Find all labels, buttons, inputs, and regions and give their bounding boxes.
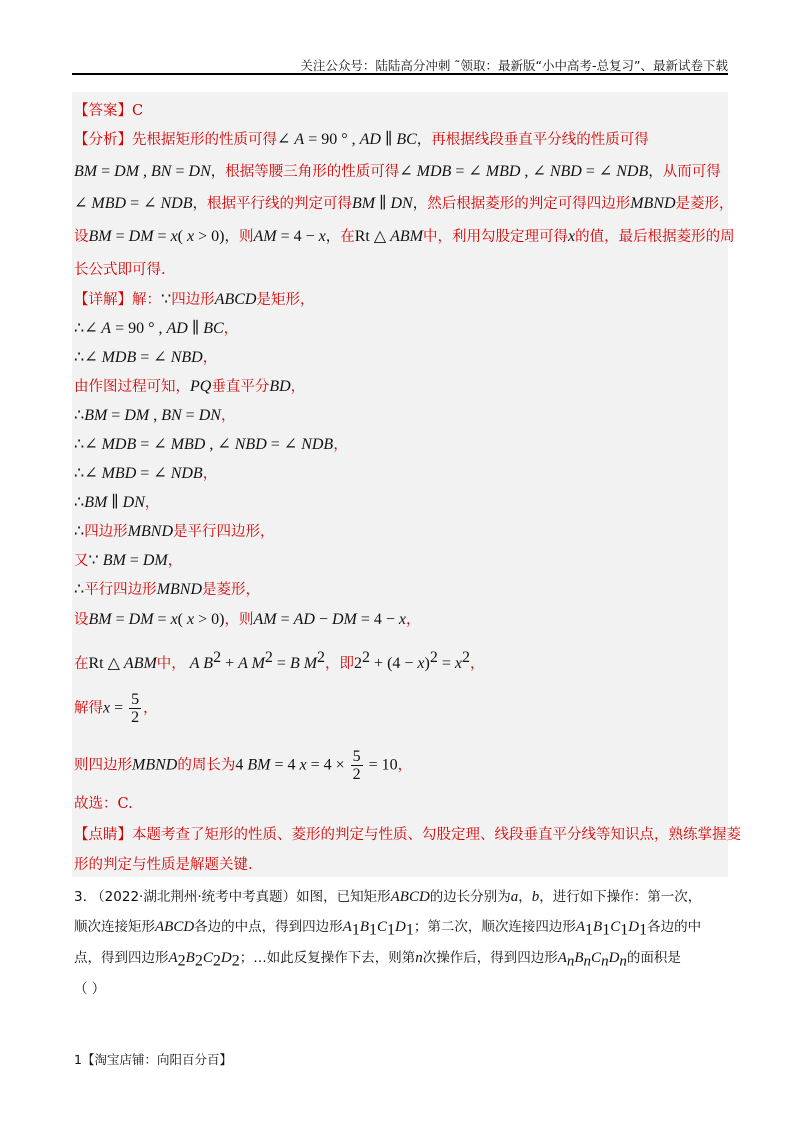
detail-text: 由作图过程可知， [74, 379, 190, 395]
analysis-text: 在 [340, 229, 355, 245]
analysis-text: 则 [238, 229, 254, 245]
detail-text: 解： [132, 292, 161, 308]
question-text: 各边的中 [647, 919, 702, 935]
analysis-text: 是菱形， [675, 196, 734, 212]
header-rule [72, 73, 728, 75]
answer-value: C [132, 103, 144, 119]
detail-tag: 【详解】 [74, 292, 132, 308]
question-text: 点，得到四边形 [74, 950, 169, 966]
analysis-line-3: ∠ MBD = ∠ NDB，根据平行线的判定可得BM ∥ DN，然后根据菱形的判定可得四边形MBND是菱形， [74, 195, 734, 212]
question-line-1: 3. （2022·湖北荆州·统考中考真题）如图，已知矩形ABCD的边长分别为a，b，进行如下操作：第一次， [74, 889, 702, 905]
detail-line-6: ∴∠ MDB = ∠ MBD , ∠ NBD = ∠ NDB， [74, 436, 348, 453]
analysis-text: 根据平行线的判定可得 [207, 196, 352, 212]
detail-line-7: ∴∠ MBD = ∠ NDB， [74, 465, 218, 482]
analysis-text: 从而可得 [662, 164, 721, 180]
math: ∠ MBD [74, 195, 127, 212]
detail-line-9: ∴四边形MBND是平行四边形， [74, 523, 275, 540]
detail-text: 四边形 [84, 524, 128, 540]
detail-text: 四边形 [171, 292, 215, 308]
fraction: $\frac{5}{2}$ [131, 691, 140, 726]
detail-line-14: 解得x = $\frac{5}{2}$ ， [74, 691, 158, 726]
detail-line-12: 设BM = DM = x( x > 0)，则AM = AD − DM = 4 − x， [74, 611, 421, 628]
analysis-text: 再根据线段垂直平分线的性质可得 [431, 132, 649, 148]
detail-text: 则 [238, 612, 254, 628]
analysis-text: 设 [74, 229, 89, 245]
detail-line-16: 故选：C. [74, 796, 133, 812]
math: = 90 ° , [304, 131, 360, 148]
detail-line-13: 在Rt △ ABM中， A $B^2 + A$ $M^2 = B$ $M^2$，即$2^2 + (4 - x)^2 = x^2$， [74, 649, 485, 672]
question-text: 顺次连接矩形 [74, 919, 155, 935]
detail-text: 设 [74, 612, 89, 628]
question-text: ，进行如下操作：第一次， [539, 889, 702, 905]
detail-line-8: ∴BM ∥ DN， [74, 494, 160, 511]
detail-line-4: 由作图过程可知，PQ垂直平分BD， [74, 378, 306, 395]
answer-tag: 【答案】 [74, 103, 132, 119]
analysis-tag: 【分析】 [74, 132, 132, 148]
detail-text: 的周长为 [177, 757, 236, 774]
question-text: 的边长分别为 [429, 889, 511, 905]
comment-line-1 [74, 823, 741, 844]
question-text: ；第二次，顺次连接四边形 [413, 919, 576, 935]
math: BM [74, 163, 98, 180]
math: AD ∥ BC [359, 131, 417, 148]
detail-line-5: ∴BM = DM , BN = DN， [74, 407, 236, 424]
detail-text: 是菱形， [202, 582, 261, 598]
question-line-3: 点，得到四边形$A_2B_2C_2D_2$；…如此反复操作下去，则第n次操作后，得到四边形$A_nB_nC_nD_n$的面积是 [74, 950, 681, 970]
comment-tag: 【点睛】 [74, 827, 132, 843]
analysis-text: 根据等腰三角形的性质可得 [225, 164, 400, 180]
detail-text: 解得 [74, 700, 103, 717]
math: ∠ A [277, 131, 305, 148]
analysis-line-5: 长公式即可得. [74, 262, 166, 278]
detail-text: 平行四边形 [84, 582, 157, 598]
fraction: $\frac{5}{2}$ [352, 748, 361, 783]
analysis-text: 的值，最后根据菱形的周 [575, 229, 735, 245]
question-text: 3. （2022·湖北荆州·统考中考真题）如图，已知矩形 [74, 889, 391, 905]
comment-text: 本题考查了矩形的性质、菱形的判定与性质、勾股定理、线段垂直平分线等知识点，熟练掌握菱 [132, 827, 741, 843]
math: MBND [630, 195, 676, 212]
analysis-text: 中，利用勾股定理可得 [423, 229, 569, 245]
detail-text: 是矩形， [256, 292, 315, 308]
detail-line-1: 【详解】解：∵四边形ABCD是矩形， [74, 291, 315, 308]
math: BM [88, 228, 112, 245]
page-footer: 1【淘宝店铺：向阳百分百】 [74, 1052, 232, 1067]
detail-line-3: ∴∠ MDB = ∠ NBD， [74, 349, 218, 366]
question-text: 的面积是 [626, 950, 681, 966]
detail-text: 是平行四边形， [173, 524, 275, 540]
math: ∠ MDB [399, 163, 452, 180]
detail-line-11: ∴平行四边形MBND是菱形， [74, 581, 261, 598]
detail-text: 在 [74, 655, 89, 672]
question-text: ；…如此反复操作下去，则第 [239, 950, 416, 966]
comment-line-2: 形的判定与性质是解题关键. [74, 857, 253, 873]
analysis-line-1: 【分析】先根据矩形的性质可得∠ A = 90 ° , AD ∥ BC，再根据线段垂直平分线的性质可得 [74, 131, 649, 148]
detail-text: 即 [339, 655, 355, 672]
analysis-text: 先根据矩形的性质可得 [132, 132, 277, 148]
answer-line [74, 99, 143, 120]
question-options-placeholder: （ ） [74, 981, 106, 997]
detail-line-2: ∴∠ A = 90 ° , AD ∥ BC， [74, 320, 239, 337]
question-text: 各边的中点，得到四边形 [194, 919, 343, 935]
question-text: 次操作后，得到四边形 [422, 950, 558, 966]
detail-text: 则四边形 [74, 757, 132, 774]
question-line-2: 顺次连接矩形ABCD各边的中点，得到四边形$A_1B_1C_1D_1$；第二次，顺次连接四边形$A_1B_1C_1D_1$各边的中 [74, 919, 702, 939]
detail-line-10: 又∵ BM = DM， [74, 552, 183, 569]
detail-text: 中， [156, 655, 186, 672]
analysis-line-4: 设BM = DM = x( x > 0)，则AM = 4 − x，在Rt △ ABM中，利用勾股定理可得x的值，最后根据菱形的周 [74, 228, 735, 245]
analysis-line-2: BM = DM , BN = DN，根据等腰三角形的性质可得∠ MDB = ∠ MBD , ∠ NBD = ∠ NDB，从而可得 [74, 163, 721, 180]
page-header: 关注公众号：陆陆高分冲刺 ˜领取：最新版“小中高考-总复习”、最新试卷下载 [300, 58, 728, 73]
analysis-text: 然后根据菱形的判定可得四边形 [427, 196, 631, 212]
math: Rt △ [354, 228, 391, 245]
detail-text: 垂直平分 [211, 379, 270, 395]
detail-text: 又 [74, 553, 89, 569]
detail-line-15: 则四边形MBND的周长为4 BM = 4 x = 4 × $\frac{5}{2}$ = 10， [74, 748, 413, 783]
math: AM [253, 228, 277, 245]
math: BM ∥ DN [352, 195, 413, 212]
